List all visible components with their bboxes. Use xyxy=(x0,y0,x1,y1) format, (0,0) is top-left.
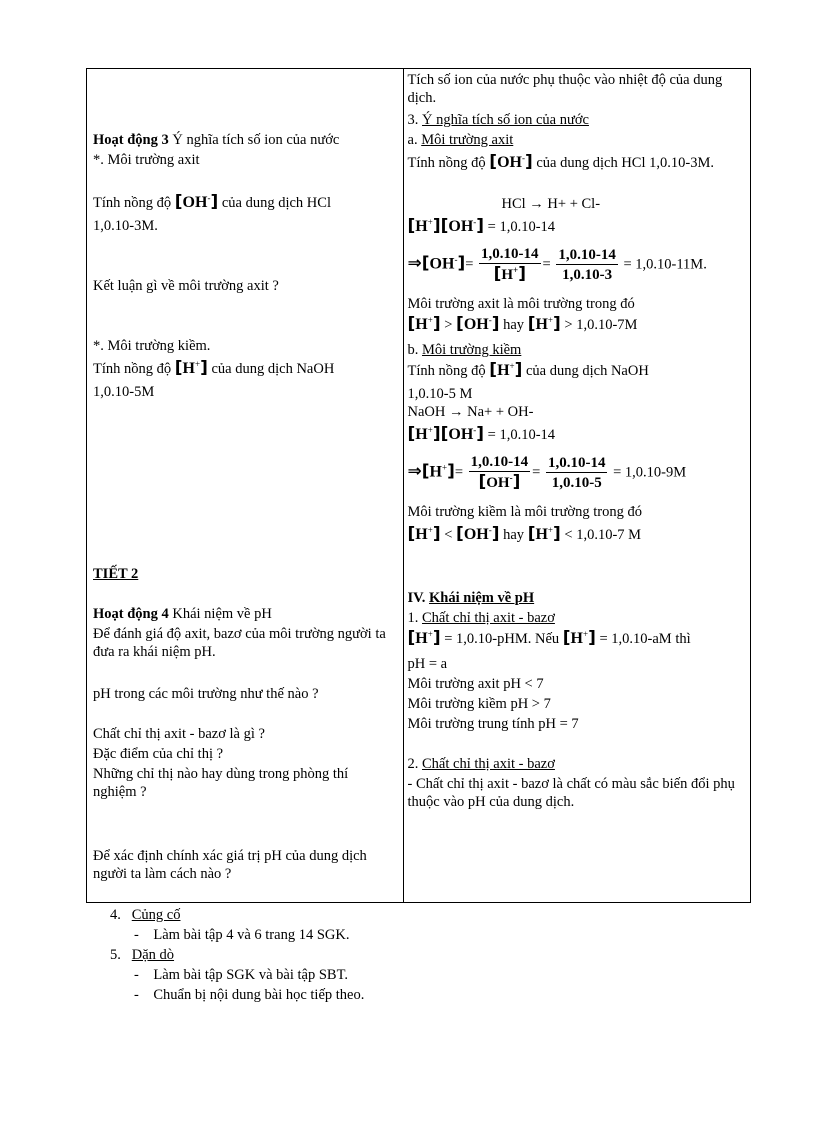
ionic-product-note: Tích số ion của nước phụ thuộc vào nhiệt độ của dung dịch. xyxy=(407,72,723,106)
item-5: 5. Dặn dò xyxy=(110,947,175,963)
fraction-kw-over-naoh: $\frac{1,0.10-14}{1,0.10-5}$ xyxy=(547,454,606,491)
fraction-kw-over-h: $\frac{1,0.10-14}{[H^+]}$ xyxy=(481,246,539,284)
lesson-table xyxy=(86,68,751,903)
oh-acid-result: ⇒[OH-]= $\frac{1,0.10-14}{[H^+]}$ = $\frac{1,0.10-14}{1,0.10-3}$ = 1,0.10-11M. xyxy=(407,246,707,284)
item-4-bullet-1: - Làm bài tập 4 và 6 trang 14 SGK. xyxy=(134,927,350,943)
base-env-definition: Môi trường kiềm là môi trường trong đó xyxy=(407,504,642,520)
ph-definition-line: [H+] = 1,0.10-pHM. Nếu [H+] = 1,0.10-aM thì xyxy=(407,628,691,648)
exact-ph-question: Để xác định chính xác giá trị pH của dung dịch người ta làm cách nào ? xyxy=(93,848,367,882)
base-env-condition: [H+] < [OH-] hay [H+] < 1,0.10-7 M xyxy=(407,524,642,544)
section-1-heading: 1. Chất chỉ thị axit - bazơ xyxy=(407,610,555,626)
kw-acid: [H+][OH-] = 1,0.10-14 xyxy=(407,216,556,236)
indicator-definition: - Chất chỉ thị axit - bazơ là chất có màu sắc biến đổi phụ thuộc vào pH của dung dịch. xyxy=(407,776,735,810)
kw-base: [H+][OH-] = 1,0.10-14 xyxy=(407,424,556,444)
indicator-question: Chất chỉ thị axit - bazơ là gì ? xyxy=(93,726,265,742)
section-a-heading: a. Môi trường axit xyxy=(407,132,514,148)
calc-h-line: Tính nồng độ [H+] của dung dịch NaOH xyxy=(93,358,335,378)
calc-oh-line: Tính nồng độ [OH-] của dung dịch HCl xyxy=(93,192,331,212)
naoh-dissociation: NaOH → Na+ + OH- xyxy=(407,404,534,420)
activity-3-heading: Hoạt động 3 Ý nghĩa tích số ion của nước xyxy=(93,132,340,148)
section-3-heading: 3. Ý nghĩa tích số ion của nước xyxy=(407,112,589,128)
naoh-concentration-right: 1,0.10-5 M xyxy=(407,386,473,402)
acid-env-condition: [H+] > [OH-] hay [H+] > 1,0.10-7M xyxy=(407,314,638,334)
acid-env-definition: Môi trường axit là môi trường trong đó xyxy=(407,296,635,312)
ph-base: Môi trường kiềm pH > 7 xyxy=(407,696,551,712)
fraction-kw-over-oh: $\frac{1,0.10-14}{[OH^-]}$ xyxy=(470,454,529,492)
activity-4-heading: Hoạt động 4 Khái niệm về pH xyxy=(93,606,272,622)
teacher-activity-column xyxy=(87,69,404,903)
item-4: 4. Củng cố xyxy=(110,907,181,923)
item-5-bullet-2: - Chuẩn bị nội dung bài học tiếp theo. xyxy=(134,987,365,1003)
calc-h-base: Tính nồng độ [H+] của dung dịch NaOH xyxy=(407,360,649,380)
calc-oh-acid: Tính nồng độ [OH-] của dung dịch HCl 1,0.10-3M. xyxy=(407,152,714,172)
fraction-kw-over-hcl: $\frac{1,0.10-14}{1,0.10-3}$ xyxy=(558,246,616,283)
hcl-concentration: 1,0.10-3M. xyxy=(93,218,158,234)
ph-equals-a: pH = a xyxy=(407,656,448,672)
ph-neutral: Môi trường trung tính pH = 7 xyxy=(407,716,579,732)
tiet-2-heading: TIẾT 2 xyxy=(93,566,139,582)
student-content-column xyxy=(403,69,750,903)
common-indicator-question: Những chỉ thị nào hay dùng trong phòng thí nghiệm ? xyxy=(93,766,349,800)
ph-acid: Môi trường axit pH < 7 xyxy=(407,676,544,692)
section-b-heading: b. Môi trường kiềm xyxy=(407,342,522,358)
section-2-heading: 2. Chất chỉ thị axit - bazơ xyxy=(407,756,555,772)
acid-env-heading: *. Môi trường axit xyxy=(93,152,200,168)
section-iv-heading: IV. Khái niệm về pH xyxy=(407,590,535,606)
base-env-heading: *. Môi trường kiềm. xyxy=(93,338,211,354)
item-5-bullet-1: - Làm bài tập SGK và bài tập SBT. xyxy=(134,967,348,983)
ph-intro-paragraph: Để đánh giá độ axit, bazơ của môi trường người ta đưa ra khái niệm pH. xyxy=(93,626,386,660)
naoh-concentration: 1,0.10-5M xyxy=(93,384,155,400)
h-base-result: ⇒[H+]= $\frac{1,0.10-14}{[OH^-]}$ = $\frac{1,0.10-14}{1,0.10-5}$ = 1,0.10-9M xyxy=(407,454,687,492)
feature-question: Đặc điểm của chỉ thị ? xyxy=(93,746,224,762)
hcl-dissociation: HCl → H+ + Cl- xyxy=(501,196,601,212)
acid-conclusion-question: Kết luận gì về môi trường axit ? xyxy=(93,278,279,294)
ph-question: pH trong các môi trường như thế nào ? xyxy=(93,686,319,702)
